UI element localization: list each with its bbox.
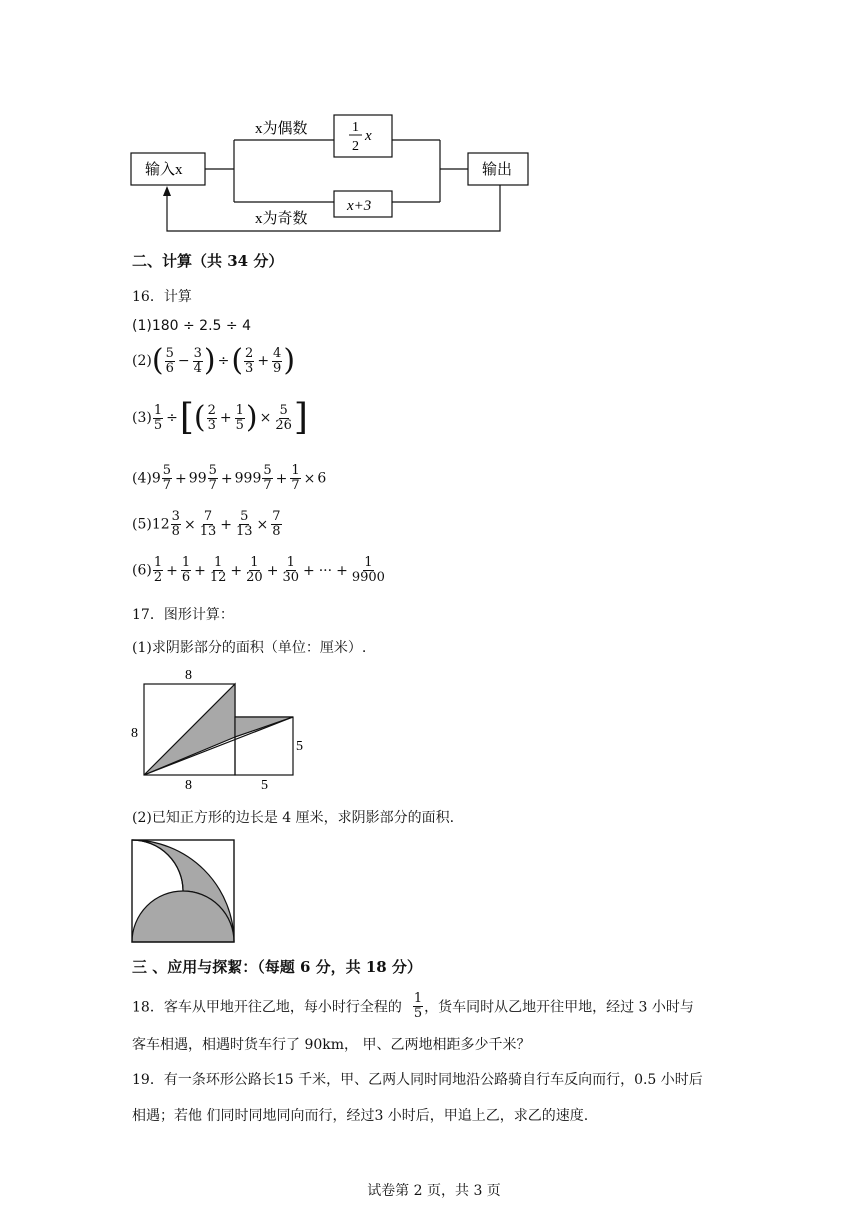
flow-even-condition: x为偶数 (255, 121, 308, 137)
figure-shaded-triangles (125, 665, 315, 795)
q19-line2: 相遇；若他 们同时同地同向而行，经过3 小时后，甲追上乙，求乙的速度. (132, 1108, 589, 1124)
flow-odd-op: x+3 (347, 198, 372, 214)
q16-5: (5)12 $\frac{3}{8}$ × $\frac{7}{13}$ + $\frac{5}{13}$ × $\frac{7}{8}$ (132, 509, 281, 539)
flow-input-label: 输入x (145, 162, 183, 178)
fig1-label-bottom-right: 5 (261, 778, 268, 793)
q17-2: (2)已知正方形的边长是 4 厘米，求阴影部分的面积. (132, 810, 455, 826)
q16-6: (6) $\frac{1}{2}$ + $\frac{1}{6}$ + $\frac{1}{12}$ + $\frac{1}{20}$ + $\frac{1}{30}$ + ··· + $\frac{1}{9900}$ (132, 555, 385, 585)
q17-title: 17．图形计算： (132, 607, 234, 623)
fig1-label-bottom-left: 8 (185, 778, 192, 793)
flow-odd-condition: x为奇数 (255, 211, 308, 227)
fig1-label-right: 5 (296, 739, 303, 754)
q16-1: (1)180 ÷ 2.5 ÷ 4 (132, 318, 251, 334)
section3-heading: 三 、应用与探絜：（每题 6 分，共 18 分） (132, 958, 422, 976)
shaded-region-upper (144, 684, 235, 775)
flow-even-op-den: 2 (352, 139, 359, 154)
flow-even-op-box (334, 115, 392, 157)
q16-title: 16．计算 (132, 289, 192, 305)
flow-even-op-var: x (365, 128, 372, 144)
flow-even-op-num: 1 (352, 120, 359, 135)
fig1-label-left: 8 (131, 726, 138, 741)
page-footer: 试卷第 2 页，共 3 页 (367, 1183, 501, 1199)
q19-line1: 19．有一条环形公路长15 千米，甲、乙两人同时同地沿公路骑自行车反向而行，0.5 小时后 (132, 1072, 703, 1088)
q16-2: (2)( $\frac{5}{6}$ − $\frac{3}{4}$ ) ÷( $\frac{2}{3}$ + $\frac{4}{9}$ ) (132, 343, 296, 378)
flow-output-label: 输出 (482, 162, 513, 178)
q18-line2: 客车相遇，相遇时货车行了 90km， 甲、乙两地相距多少千米？ (132, 1037, 531, 1053)
section2-heading: 二、计算（共 34 分） (132, 252, 284, 270)
fig1-label-top: 8 (185, 668, 192, 683)
q17-1: (1)求阴影部分的面积（单位：厘米）. (132, 640, 367, 656)
q18-line1: 18．客车从甲地开往乙地，每小时行全程的 $\frac{1}{5}$ ，货车同时从乙地开往甲地，经过 3 小时与 (132, 991, 694, 1021)
q16-3: (3) $\frac{1}{5}$ ÷[( $\frac{2}{3}$ + $\frac{1}{5}$ ) × $\frac{5}{26}$ ] (132, 397, 308, 438)
flowchart (120, 105, 540, 240)
figure-square-arcs (128, 836, 240, 946)
q16-4: (4)9 $\frac{5}{7}$ + 99 $\frac{5}{7}$ + 999 $\frac{5}{7}$ + $\frac{1}{7}$ × 6 (132, 463, 327, 493)
